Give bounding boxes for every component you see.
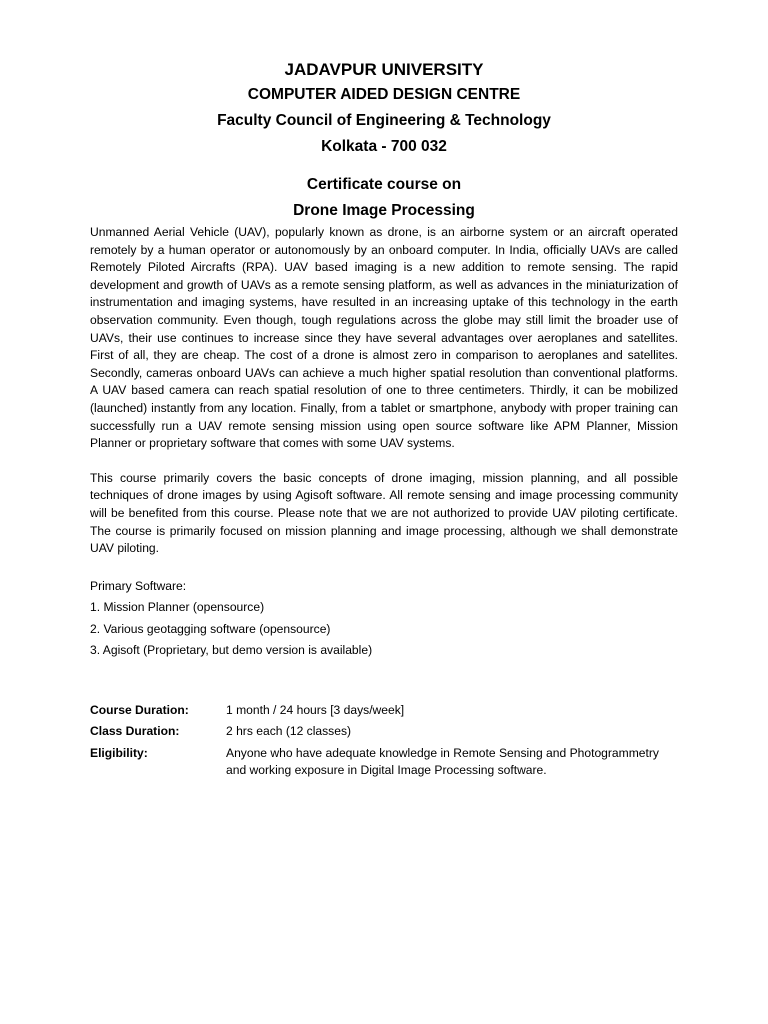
software-item: 3. Agisoft (Proprietary, but demo version is available) [90, 643, 373, 658]
course-title-line1: Certificate course on [306, 176, 462, 193]
document-page [90, 58, 678, 784]
detail-label: Eligibility: [90, 745, 148, 760]
software-item: 2. Various geotagging software (opensource) [90, 621, 331, 636]
detail-value: 1 month / 24 hours [3 days/week] [226, 702, 405, 717]
software-item: 1. Mission Planner (opensource) [90, 600, 265, 615]
detail-row-class-duration [90, 723, 678, 745]
faculty-name: Faculty Council of Engineering & Technology [217, 112, 551, 129]
intro-paragraph: Unmanned Aerial Vehicle (UAV), popularly known as drone, is an airborne system or an aircraft operated remotely by a human operator or autonomously by an onboard computer. In India, officially UAVs are called Remotely Piloted Aircrafts (RPA). UAV based imaging is a new addition to remote sensing. The rapid development and growth of UAVs as a remote sensing platform, as well as advances in the miniaturization of instrumentation and imaging systems, have resulted in an increasing uptake of this technology in the earth observation community. Even though, tough regulations across the globe may still limit the broader use of UAVs, their use continues to increase since they have several advantages over aeroplanes and satellites. First of all, they are cheap. The cost of a drone is almost zero in comparison to aeroplanes and satellites. Secondly, cameras onboard UAVs can achieve a much higher spatial resolution than conventional platforms. A UAV based camera can reach spatial resolution of one to three centimeters. Thirdly, it can be mobilized (launched) instantly from any location. Finally, from a tablet or smartphone, anybody with proper training can successfully run a UAV remote sensing mission using open source software like APM Planner, Mission Planner or proprietary software that comes with some UAV systems. [90, 225, 678, 451]
detail-row-course-duration [90, 702, 678, 724]
software-list [90, 576, 678, 662]
centre-name: COMPUTER AIDED DESIGN CENTRE [247, 86, 521, 103]
location: Kolkata - 700 032 [321, 138, 447, 155]
course-paragraph: This course primarily covers the basic concepts of drone imaging, mission planning, and all possible techniques of drone images by using Agisoft software. All remote sensing and image processing community will be benefited from this course. Please note that we are not authorized to provide UAV piloting certificate. The course is primarily focused on mission planning and image processing, although we shall demonstrate UAV piloting. [90, 470, 678, 556]
course-details-table [90, 702, 678, 784]
software-heading: Primary Software: [90, 578, 187, 593]
detail-label: Course Duration: [90, 702, 189, 717]
detail-value: 2 hrs each (12 classes) [226, 724, 352, 739]
university-name: JADAVPUR UNIVERSITY [284, 60, 484, 79]
course-title-line2: Drone Image Processing [293, 202, 475, 219]
detail-label: Class Duration: [90, 724, 180, 739]
detail-row-eligibility [90, 745, 678, 784]
detail-value: Anyone who have adequate knowledge in Remote Sensing and Photogrammetry and working exposure in Digital Image Processing software. [226, 745, 659, 778]
